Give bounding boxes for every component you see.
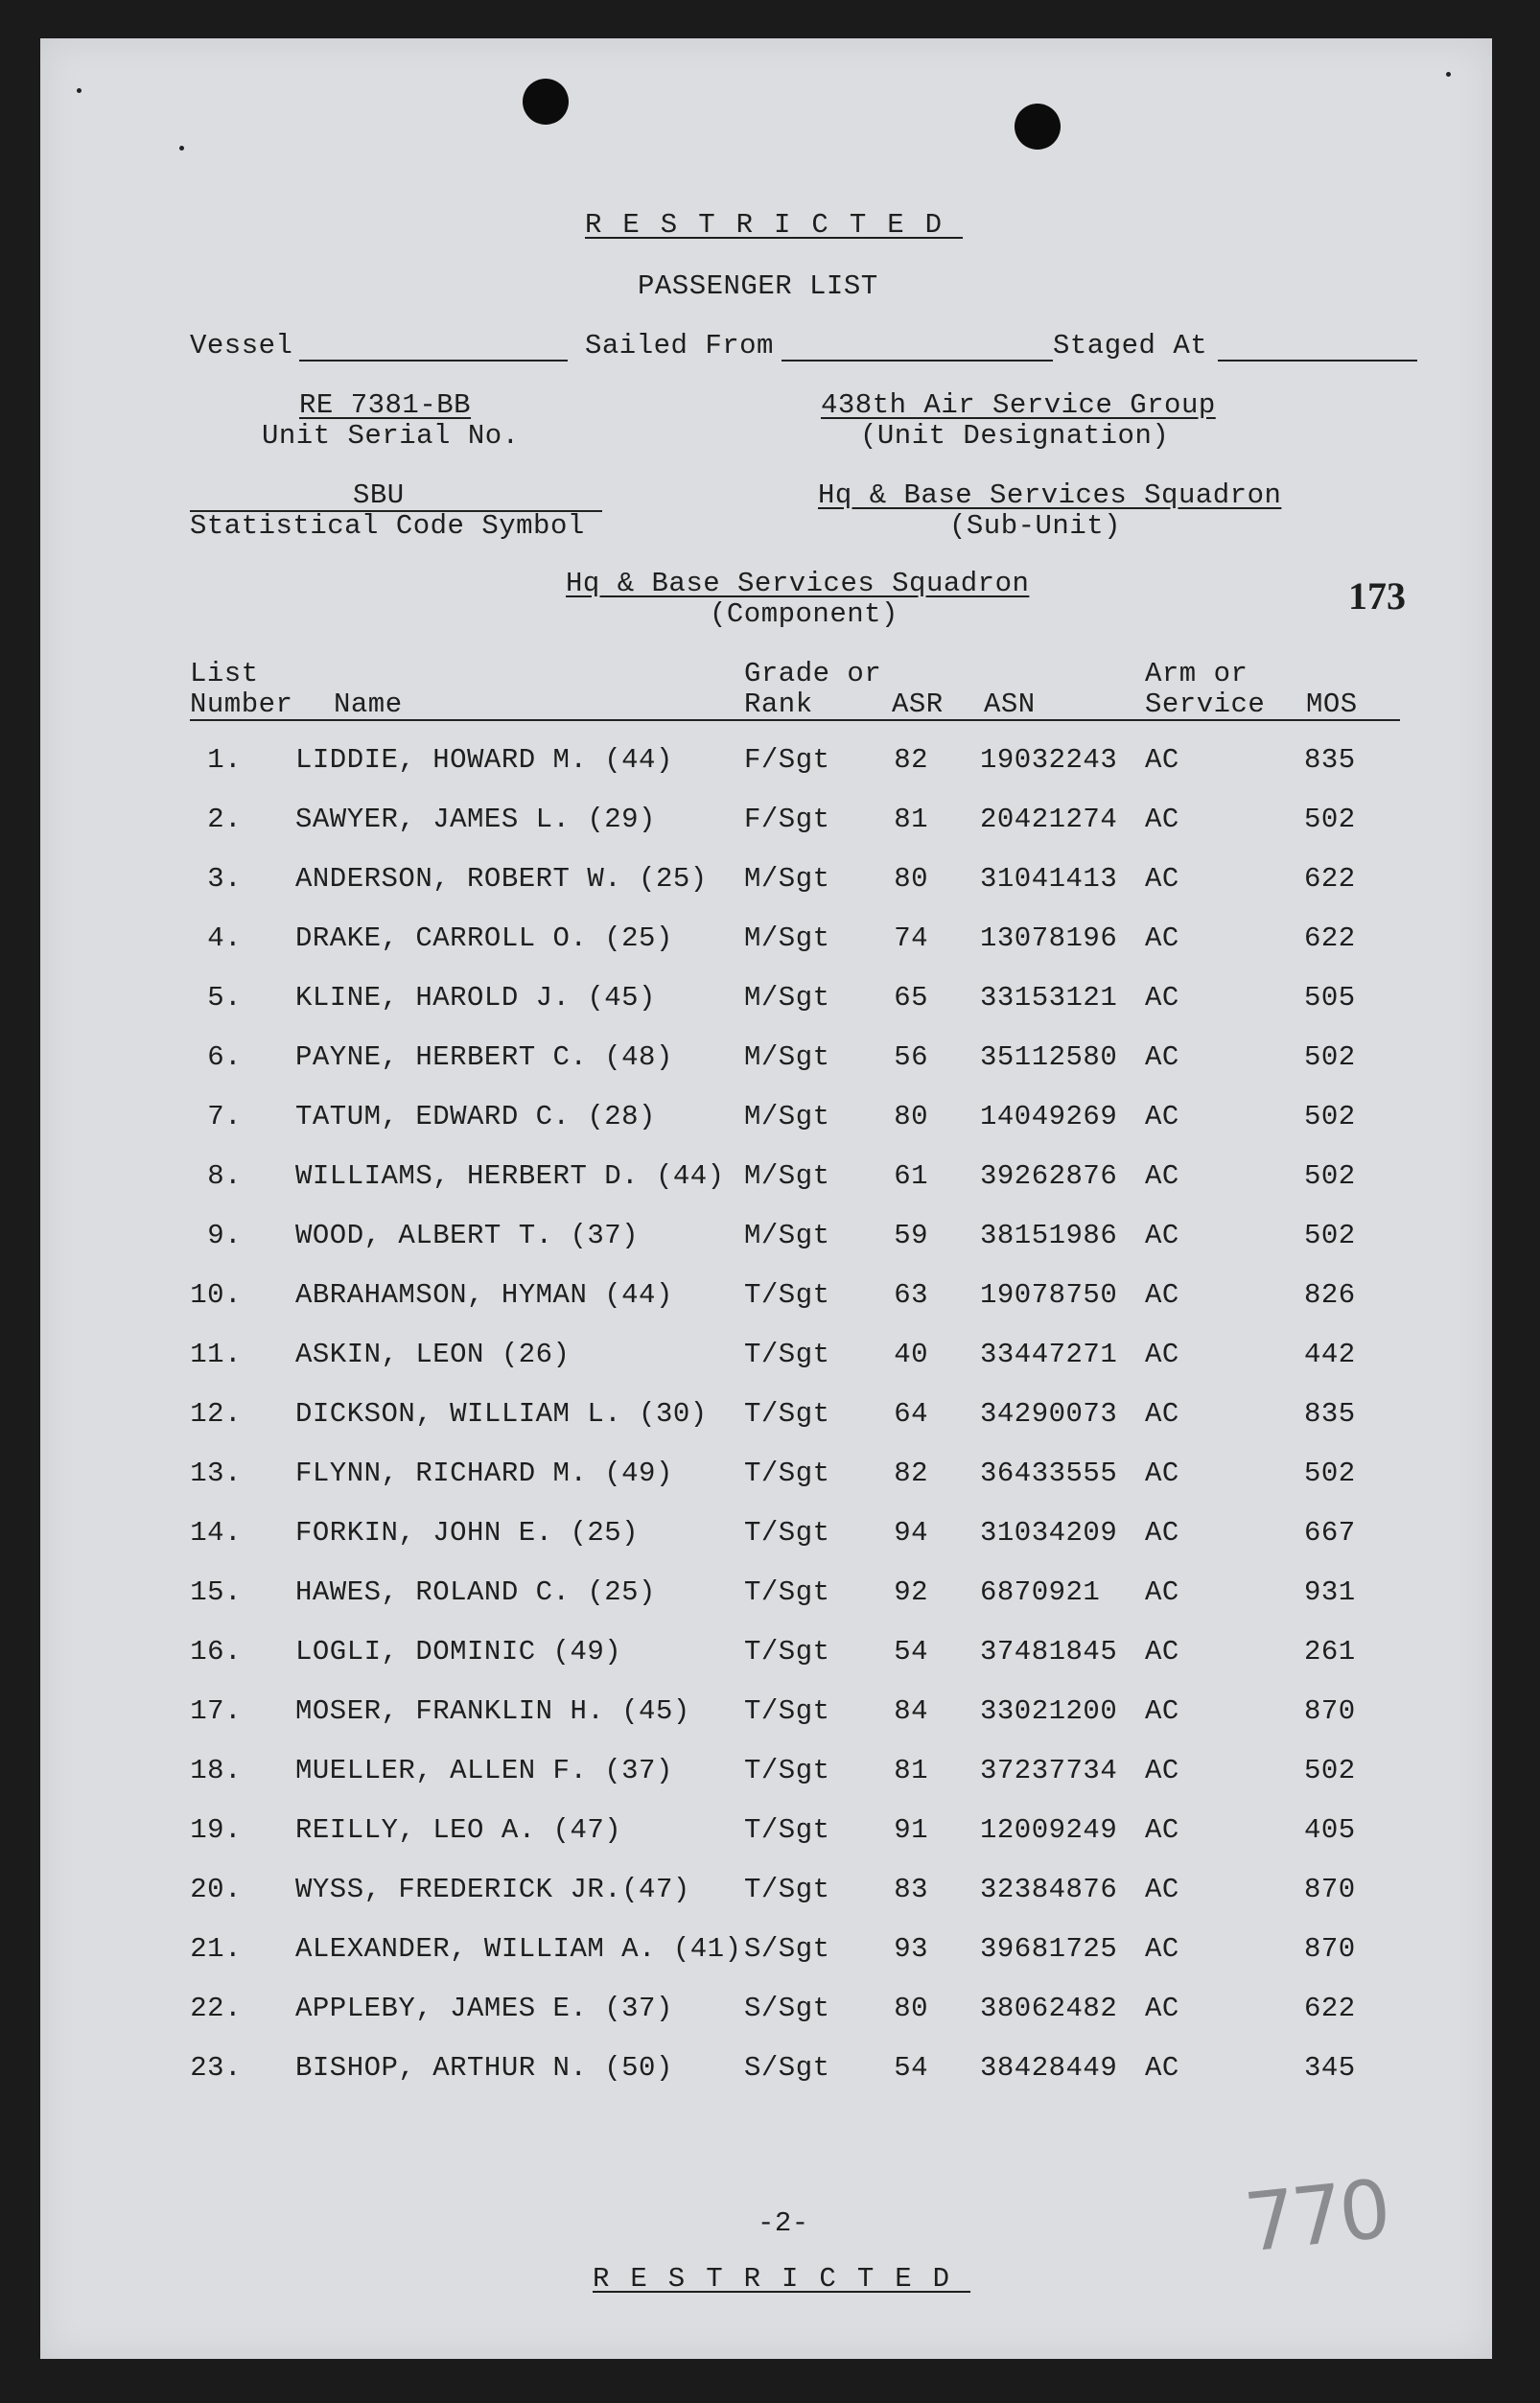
- cell-mos: 835: [1304, 744, 1356, 776]
- col-arm-1: Arm or: [1145, 658, 1248, 689]
- cell-name: LOGLI, DOMINIC (49): [295, 1636, 622, 1668]
- cell-name: ABRAHAMSON, HYMAN (44): [295, 1279, 673, 1311]
- cell-arm: AC: [1145, 744, 1179, 776]
- cell-asn: 37481845: [980, 1636, 1118, 1668]
- cell-asr: 83: [894, 1874, 928, 1905]
- cell-mos: 502: [1304, 1755, 1356, 1786]
- header-rule: [190, 719, 1400, 721]
- cell-name: KLINE, HAROLD J. (45): [295, 982, 656, 1014]
- cell-num: 5.: [207, 982, 242, 1014]
- staged-at-label: Staged At: [1053, 330, 1208, 362]
- cell-asn: 19032243: [980, 744, 1118, 776]
- cell-asn: 33447271: [980, 1339, 1118, 1370]
- cell-mos: 345: [1304, 2052, 1356, 2084]
- restricted-header: RESTRICTED: [585, 209, 964, 241]
- cell-asn: 35112580: [980, 1041, 1118, 1073]
- cell-mos: 826: [1304, 1279, 1356, 1311]
- cell-grade: T/Sgt: [744, 1458, 830, 1489]
- cell-num: 10.: [190, 1279, 242, 1311]
- cell-asr: 65: [894, 982, 928, 1014]
- cell-mos: 442: [1304, 1339, 1356, 1370]
- cell-arm: AC: [1145, 1933, 1179, 1965]
- cell-num: 2.: [207, 804, 242, 835]
- cell-asn: 39681725: [980, 1933, 1118, 1965]
- cell-grade: T/Sgt: [744, 1755, 830, 1786]
- cell-asr: 80: [894, 1101, 928, 1132]
- sailed-from-label: Sailed From: [585, 330, 774, 362]
- cell-grade: T/Sgt: [744, 1398, 830, 1430]
- col-asr: ASR: [892, 688, 944, 720]
- cell-name: APPLEBY, JAMES E. (37): [295, 1993, 673, 2024]
- cell-name: WYSS, FREDERICK JR.(47): [295, 1874, 690, 1905]
- cell-mos: 622: [1304, 922, 1356, 954]
- component-value: Hq & Base Services Squadron: [566, 568, 1030, 599]
- speck: [77, 88, 82, 93]
- stat-code-label: Statistical Code Symbol: [190, 510, 585, 542]
- cell-asn: 12009249: [980, 1814, 1118, 1846]
- cell-asr: 40: [894, 1339, 928, 1370]
- unit-designation-label: (Unit Designation): [860, 420, 1170, 452]
- cell-asn: 39262876: [980, 1160, 1118, 1192]
- cell-asr: 59: [894, 1220, 928, 1251]
- cell-num: 3.: [207, 863, 242, 895]
- cell-arm: AC: [1145, 1160, 1179, 1192]
- cell-asr: 54: [894, 2052, 928, 2084]
- cell-mos: 870: [1304, 1933, 1356, 1965]
- vessel-label: Vessel: [190, 330, 293, 362]
- cell-num: 13.: [190, 1458, 242, 1489]
- cell-grade: T/Sgt: [744, 1695, 830, 1727]
- cell-mos: 502: [1304, 1458, 1356, 1489]
- restricted-footer: RESTRICTED: [593, 2263, 971, 2295]
- col-list-2: Number: [190, 688, 293, 720]
- cell-arm: AC: [1145, 1279, 1179, 1311]
- cell-name: WILLIAMS, HERBERT D. (44): [295, 1160, 725, 1192]
- col-name: Name: [334, 688, 403, 720]
- cell-asn: 31034209: [980, 1517, 1118, 1549]
- col-mos: MOS: [1306, 688, 1358, 720]
- sailed-from-field: [782, 360, 1053, 362]
- cell-num: 20.: [190, 1874, 242, 1905]
- cell-asr: 80: [894, 863, 928, 895]
- cell-mos: 502: [1304, 1041, 1356, 1073]
- cell-num: 8.: [207, 1160, 242, 1192]
- cell-asn: 38062482: [980, 1993, 1118, 2024]
- cell-name: SAWYER, JAMES L. (29): [295, 804, 656, 835]
- cell-mos: 622: [1304, 1993, 1356, 2024]
- cell-mos: 931: [1304, 1576, 1356, 1608]
- cell-asr: 74: [894, 922, 928, 954]
- cell-name: FLYNN, RICHARD M. (49): [295, 1458, 673, 1489]
- cell-name: DRAKE, CARROLL O. (25): [295, 922, 673, 954]
- cell-grade: M/Sgt: [744, 1220, 830, 1251]
- cell-grade: F/Sgt: [744, 804, 830, 835]
- cell-name: LIDDIE, HOWARD M. (44): [295, 744, 673, 776]
- cell-grade: S/Sgt: [744, 2052, 830, 2084]
- cell-asn: 31041413: [980, 863, 1118, 895]
- cell-asr: 80: [894, 1993, 928, 2024]
- cell-name: MUELLER, ALLEN F. (37): [295, 1755, 673, 1786]
- cell-grade: M/Sgt: [744, 863, 830, 895]
- stat-code-value: SBU: [353, 479, 405, 511]
- cell-name: FORKIN, JOHN E. (25): [295, 1517, 640, 1549]
- cell-asr: 56: [894, 1041, 928, 1073]
- punch-hole-right: [1015, 104, 1061, 150]
- cell-grade: M/Sgt: [744, 922, 830, 954]
- cell-mos: 835: [1304, 1398, 1356, 1430]
- stamped-number: 173: [1348, 574, 1406, 618]
- cell-num: 18.: [190, 1755, 242, 1786]
- col-asn: ASN: [984, 688, 1036, 720]
- cell-mos: 502: [1304, 1101, 1356, 1132]
- cell-grade: F/Sgt: [744, 744, 830, 776]
- col-grade-1: Grade or: [744, 658, 882, 689]
- cell-asn: 38428449: [980, 2052, 1118, 2084]
- unit-designation-value: 438th Air Service Group: [821, 389, 1216, 421]
- cell-asr: 81: [894, 1755, 928, 1786]
- cell-asn: 32384876: [980, 1874, 1118, 1905]
- cell-num: 15.: [190, 1576, 242, 1608]
- cell-grade: T/Sgt: [744, 1339, 830, 1370]
- cell-arm: AC: [1145, 1398, 1179, 1430]
- cell-asr: 92: [894, 1576, 928, 1608]
- cell-arm: AC: [1145, 2052, 1179, 2084]
- cell-grade: S/Sgt: [744, 1933, 830, 1965]
- cell-grade: T/Sgt: [744, 1874, 830, 1905]
- cell-mos: 505: [1304, 982, 1356, 1014]
- cell-name: ALEXANDER, WILLIAM A. (41): [295, 1933, 742, 1965]
- cell-grade: T/Sgt: [744, 1576, 830, 1608]
- cell-grade: M/Sgt: [744, 982, 830, 1014]
- cell-arm: AC: [1145, 1695, 1179, 1727]
- cell-asn: 33021200: [980, 1695, 1118, 1727]
- cell-grade: T/Sgt: [744, 1636, 830, 1668]
- cell-asn: 38151986: [980, 1220, 1118, 1251]
- cell-num: 14.: [190, 1517, 242, 1549]
- cell-arm: AC: [1145, 1576, 1179, 1608]
- cell-num: 16.: [190, 1636, 242, 1668]
- cell-mos: 502: [1304, 1160, 1356, 1192]
- page-number: -2-: [758, 2207, 809, 2239]
- cell-asn: 6870921: [980, 1576, 1101, 1608]
- cell-asn: 36433555: [980, 1458, 1118, 1489]
- cell-arm: AC: [1145, 863, 1179, 895]
- cell-mos: 502: [1304, 804, 1356, 835]
- cell-asr: 54: [894, 1636, 928, 1668]
- cell-arm: AC: [1145, 1636, 1179, 1668]
- col-arm-2: Service: [1145, 688, 1266, 720]
- cell-name: WOOD, ALBERT T. (37): [295, 1220, 640, 1251]
- cell-asr: 63: [894, 1279, 928, 1311]
- cell-arm: AC: [1145, 1339, 1179, 1370]
- cell-arm: AC: [1145, 1993, 1179, 2024]
- sub-unit-label: (Sub-Unit): [949, 510, 1122, 542]
- cell-name: ANDERSON, ROBERT W. (25): [295, 863, 708, 895]
- cell-mos: 502: [1304, 1220, 1356, 1251]
- cell-num: 17.: [190, 1695, 242, 1727]
- cell-asr: 84: [894, 1695, 928, 1727]
- cell-arm: AC: [1145, 1874, 1179, 1905]
- cell-num: 1.: [207, 744, 242, 776]
- cell-grade: T/Sgt: [744, 1814, 830, 1846]
- cell-arm: AC: [1145, 804, 1179, 835]
- cell-name: BISHOP, ARTHUR N. (50): [295, 2052, 673, 2084]
- cell-num: 12.: [190, 1398, 242, 1430]
- unit-serial-value: RE 7381-BB: [299, 389, 472, 421]
- vessel-field: [299, 360, 568, 362]
- cell-num: 7.: [207, 1101, 242, 1132]
- cell-grade: M/Sgt: [744, 1041, 830, 1073]
- cell-arm: AC: [1145, 1220, 1179, 1251]
- cell-asr: 81: [894, 804, 928, 835]
- cell-asn: 34290073: [980, 1398, 1118, 1430]
- staged-at-field: [1218, 360, 1417, 362]
- cell-mos: 870: [1304, 1874, 1356, 1905]
- cell-name: REILLY, LEO A. (47): [295, 1814, 622, 1846]
- cell-num: 21.: [190, 1933, 242, 1965]
- cell-asn: 33153121: [980, 982, 1118, 1014]
- cell-grade: M/Sgt: [744, 1101, 830, 1132]
- cell-asr: 61: [894, 1160, 928, 1192]
- cell-asn: 37237734: [980, 1755, 1118, 1786]
- cell-mos: 405: [1304, 1814, 1356, 1846]
- cell-grade: T/Sgt: [744, 1279, 830, 1311]
- cell-arm: AC: [1145, 1517, 1179, 1549]
- cell-asn: 20421274: [980, 804, 1118, 835]
- cell-num: 11.: [190, 1339, 242, 1370]
- component-label: (Component): [710, 598, 898, 630]
- cell-grade: T/Sgt: [744, 1517, 830, 1549]
- cell-asr: 94: [894, 1517, 928, 1549]
- cell-num: 6.: [207, 1041, 242, 1073]
- cell-num: 23.: [190, 2052, 242, 2084]
- cell-asr: 91: [894, 1814, 928, 1846]
- cell-arm: AC: [1145, 982, 1179, 1014]
- cell-asr: 64: [894, 1398, 928, 1430]
- unit-serial-label: Unit Serial No.: [262, 420, 520, 452]
- cell-num: 4.: [207, 922, 242, 954]
- cell-arm: AC: [1145, 1755, 1179, 1786]
- cell-asn: 19078750: [980, 1279, 1118, 1311]
- cell-mos: 622: [1304, 863, 1356, 895]
- cell-grade: M/Sgt: [744, 1160, 830, 1192]
- cell-asr: 82: [894, 744, 928, 776]
- cell-arm: AC: [1145, 1458, 1179, 1489]
- speck: [179, 146, 184, 151]
- document-title: PASSENGER LIST: [638, 270, 878, 302]
- cell-asn: 14049269: [980, 1101, 1118, 1132]
- cell-name: ASKIN, LEON (26): [295, 1339, 571, 1370]
- sub-unit-value: Hq & Base Services Squadron: [818, 479, 1282, 511]
- cell-num: 22.: [190, 1993, 242, 2024]
- cell-asr: 82: [894, 1458, 928, 1489]
- cell-mos: 870: [1304, 1695, 1356, 1727]
- cell-name: PAYNE, HERBERT C. (48): [295, 1041, 673, 1073]
- cell-asn: 13078196: [980, 922, 1118, 954]
- cell-arm: AC: [1145, 1101, 1179, 1132]
- cell-num: 9.: [207, 1220, 242, 1251]
- cell-name: HAWES, ROLAND C. (25): [295, 1576, 656, 1608]
- cell-mos: 667: [1304, 1517, 1356, 1549]
- cell-name: TATUM, EDWARD C. (28): [295, 1101, 656, 1132]
- punch-hole-left: [523, 79, 569, 125]
- cell-name: DICKSON, WILLIAM L. (30): [295, 1398, 708, 1430]
- cell-arm: AC: [1145, 1041, 1179, 1073]
- cell-mos: 261: [1304, 1636, 1356, 1668]
- handwritten-note: 770: [1240, 2161, 1392, 2271]
- cell-asr: 93: [894, 1933, 928, 1965]
- cell-arm: AC: [1145, 1814, 1179, 1846]
- cell-num: 19.: [190, 1814, 242, 1846]
- cell-grade: S/Sgt: [744, 1993, 830, 2024]
- cell-name: MOSER, FRANKLIN H. (45): [295, 1695, 690, 1727]
- col-grade-2: Rank: [744, 688, 813, 720]
- speck: [1446, 72, 1451, 77]
- col-list-1: List: [190, 658, 259, 689]
- cell-arm: AC: [1145, 922, 1179, 954]
